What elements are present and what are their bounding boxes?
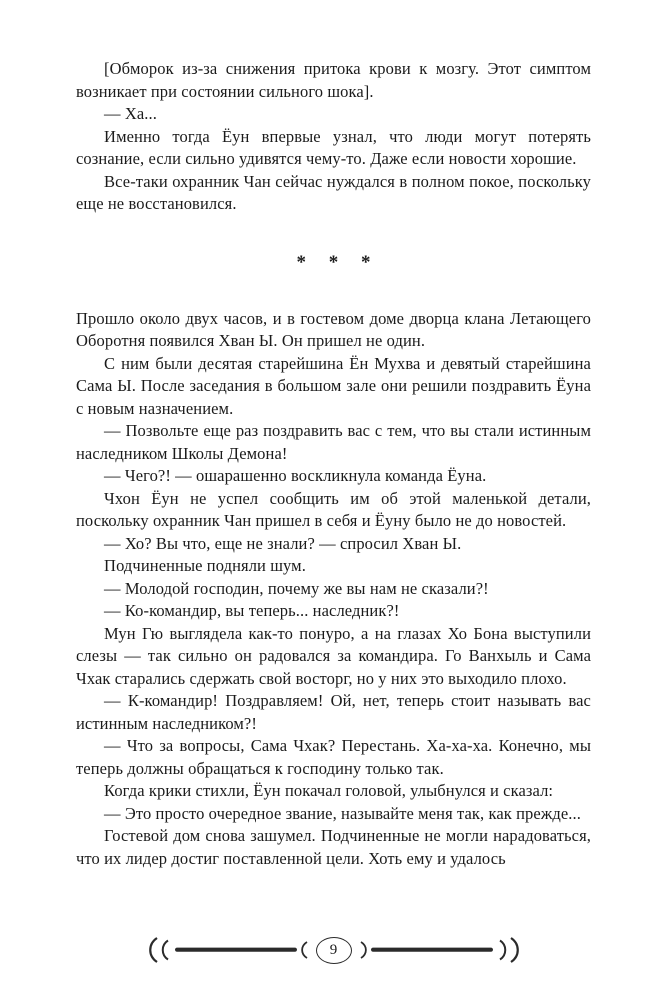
footer-ornament-left-icon — [141, 936, 311, 964]
page-body — [76, 58, 591, 870]
page-footer — [76, 936, 591, 970]
paragraph: Подчиненные подняли шум. — [104, 556, 306, 575]
paragraph: Когда крики стихли, Ёун покачал головой, улыбнулся и сказал: — [104, 781, 554, 800]
page-number: 9 — [316, 937, 352, 964]
section-1 — [76, 58, 591, 216]
paragraph: Чхон Ёун не успел сообщить им об этой маленькой детали, поскольку охранник Чан пришел в себя и Ёуну было не до новостей. — [76, 488, 591, 530]
footer-ornament-right-icon — [357, 936, 527, 964]
section-2 — [76, 308, 591, 871]
section-break: * * * — [296, 251, 380, 273]
paragraph: — Хо? Вы что, еще не знали? — спросил Хван Ы. — [104, 533, 462, 553]
paragraph: — Ко-командир, вы теперь... наследник?! — [104, 601, 400, 620]
paragraph: Прошло около двух часов, и в гостевом доме дворца клана Летающего Оборотня появился Хван Ы. Он пришел не один. — [76, 308, 591, 350]
paragraph: Все-таки охранник Чан сейчас нуждался в полном покое, поскольку еще не восстановился. — [76, 171, 591, 213]
paragraph: С ним были десятая старейшина Ён Мухва и девятый старейшина Сама Ы. После заседания в большом зале они решили поздравить Ёуна с новым назначением. — [76, 353, 591, 418]
paragraph: Именно тогда Ёун впервые узнал, что люди могут потерять сознание, если сильно удивятся чему-то. Даже если новости хорошие. — [76, 126, 591, 168]
paragraph: Мун Гю выглядела как-то понуро, а на глазах Хо Бона выступили слезы — так сильно он радовался за командира. Го Ванхыль и Сама Чхак старались сдержать свой восторг, но у них это выходило плохо. — [76, 623, 591, 688]
paragraph: — Ха... — [104, 104, 157, 123]
paragraph: — Позвольте еще раз поздравить вас с тем, что вы стали истинным наследником Школы Демона! — [76, 421, 591, 463]
paragraph: — Что за вопросы, Сама Чхак? Перестань. Ха-ха-ха. Конечно, мы теперь должны обращаться к господину только так. — [76, 736, 591, 778]
paragraph: — К-командир! Поздравляем! Ой, нет, теперь стоит называть вас истинным наследником?! — [76, 691, 591, 733]
paragraph: [Обморок из-за снижения притока крови к мозгу. Этот симптом возникает при состоянии сильного шока]. — [76, 59, 591, 101]
paragraph: — Чего?! — ошарашенно воскликнула команда Ёуна. — [104, 466, 487, 485]
paragraph: — Это просто очередное звание, называйте меня так, как прежде... — [104, 803, 581, 823]
paragraph: Гостевой дом снова зашумел. Подчиненные не могли нарадоваться, что их лидер достиг поставленной цели. Хоть ему и удалось — [76, 826, 591, 868]
paragraph: — Молодой господин, почему же вы нам не сказали?! — [104, 578, 489, 598]
